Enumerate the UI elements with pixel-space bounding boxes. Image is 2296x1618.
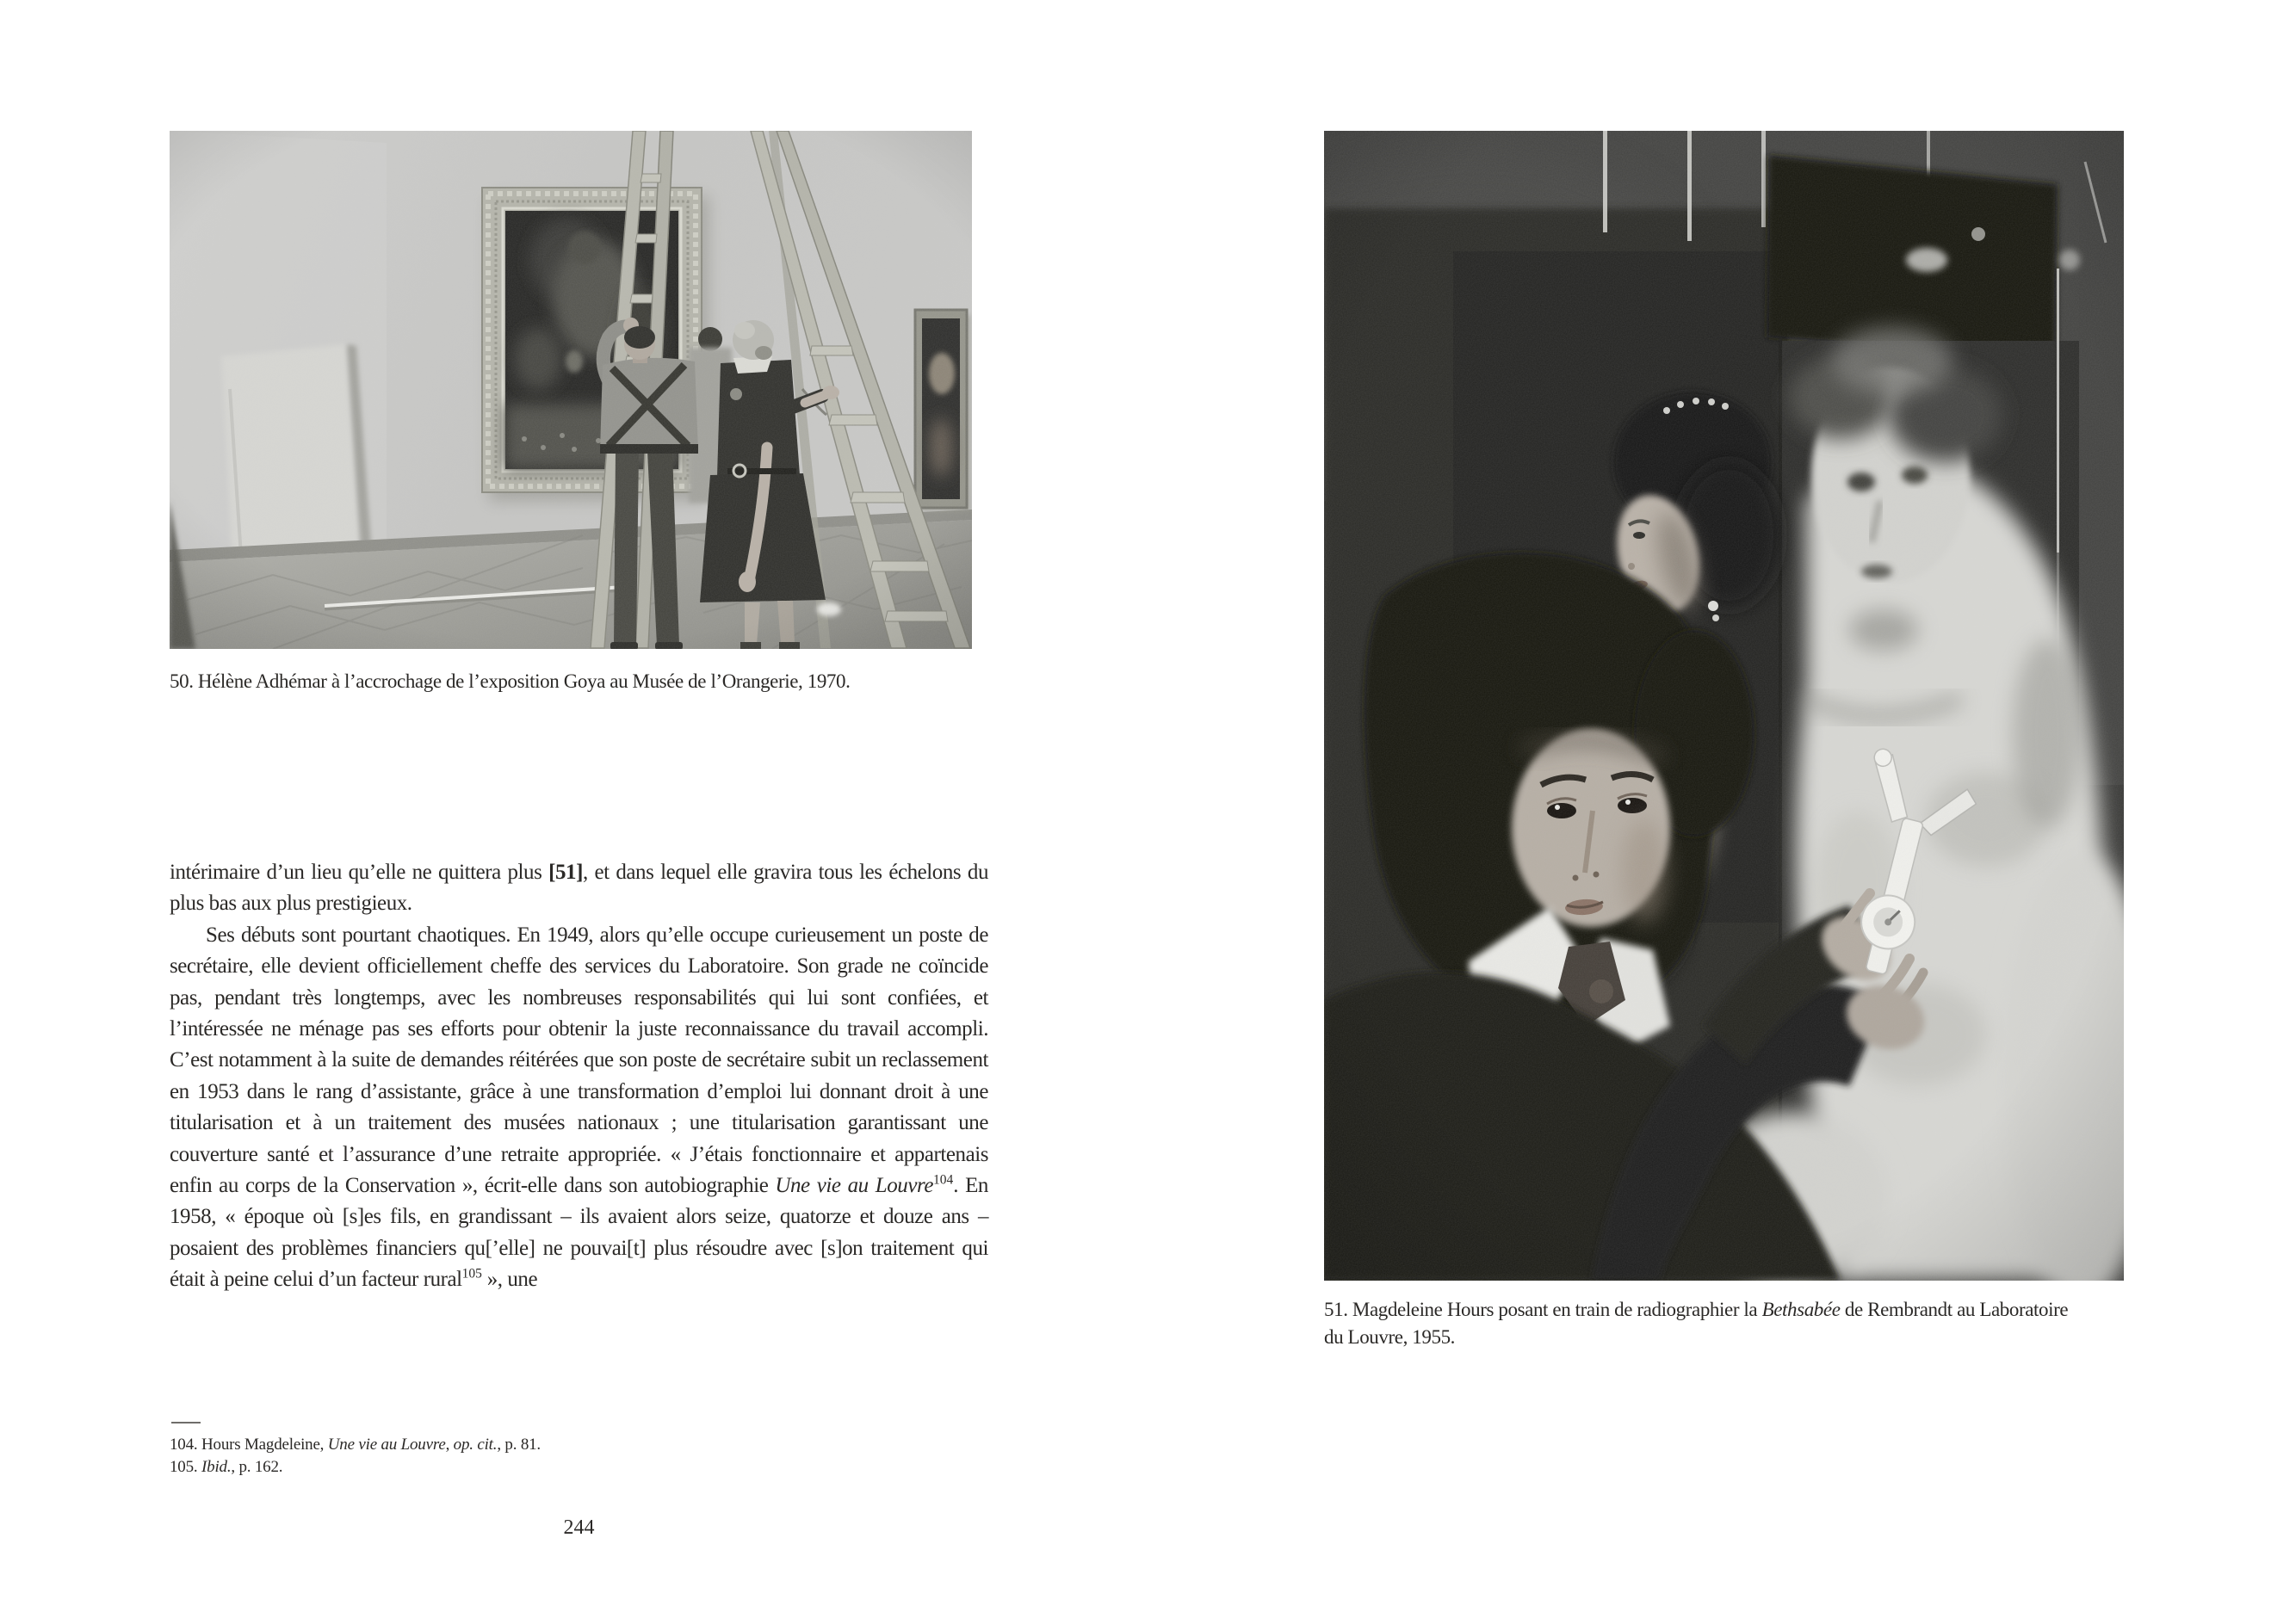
photo-gallery-hanging <box>170 131 972 649</box>
photo-xray-radiography <box>1324 131 2124 1281</box>
paragraph: Ses débuts sont pourtant chaotiques. En 1949, alors qu’elle occupe curieusement un poste de secrétaire, elle devient officiellement cheffe des services du Laboratoire. Son grade ne coïncide pas, pendant très longtemps, avec les nombreuses responsabilités qui lui sont confiées, et l’intéressée ne ménage pas ses efforts pour obtenir la juste reconnaissance du travail accompli. C’est notamment à la suite de demandes réitérées que son poste de secrétaire subit un reclassement en 1953 dans le rang d’assistante, grâce à une transformation d’emploi lui donnant droit à une titularisation et à un traitement des musées nationaux ; une titularisation garantissant une couverture santé et l’assurance d’une retraite appropriée. « J’étais fonctionnaire et appartenais enfin au corps de la Conservation », écrit-elle dans son autobiographie Une vie au Louvre$^{104}$. En 1958, « époque où [s]es fils, en grandissant – ils avaient alors seize, quatorze et douze ans – posaient des problèmes financiers qu[’elle] ne pouvai[t] plus résoudre avec [s]on traitement qui était à peine celui d’un facteur rural$^{105}$ », une <box>170 923 988 1292</box>
caption-line: du Louvre, 1955. <box>1324 1326 1456 1348</box>
gallery-photo-illustration <box>170 131 972 649</box>
figure-51-caption <box>1324 1296 2142 1351</box>
footnote-105: 105. Ibid., p. 162. <box>170 1458 283 1476</box>
footnote-104: 104. Hours Magdeleine, Une vie au Louvre, op. cit., p. 81. <box>170 1436 541 1454</box>
radiography-photo-illustration <box>1324 131 2124 1281</box>
page-number: 244 <box>563 1516 595 1539</box>
footnote-rule <box>171 1422 201 1423</box>
body-text <box>170 857 988 1296</box>
footnotes <box>170 1422 988 1479</box>
paragraph: intérimaire d’un lieu qu’elle ne quittera plus [51], et dans lequel elle gravira tous les échelons du plus bas aux plus prestigieux. <box>170 861 989 916</box>
figure-50-caption: 50. Hélène Adhémar à l’accrochage de l’exposition Goya au Musée de l’Orangerie, 1970. <box>170 670 851 692</box>
caption-line: 51. Magdeleine Hours posant en train de radiographier la Bethsabée de Rembrandt au Laboratoire <box>1324 1299 2069 1320</box>
